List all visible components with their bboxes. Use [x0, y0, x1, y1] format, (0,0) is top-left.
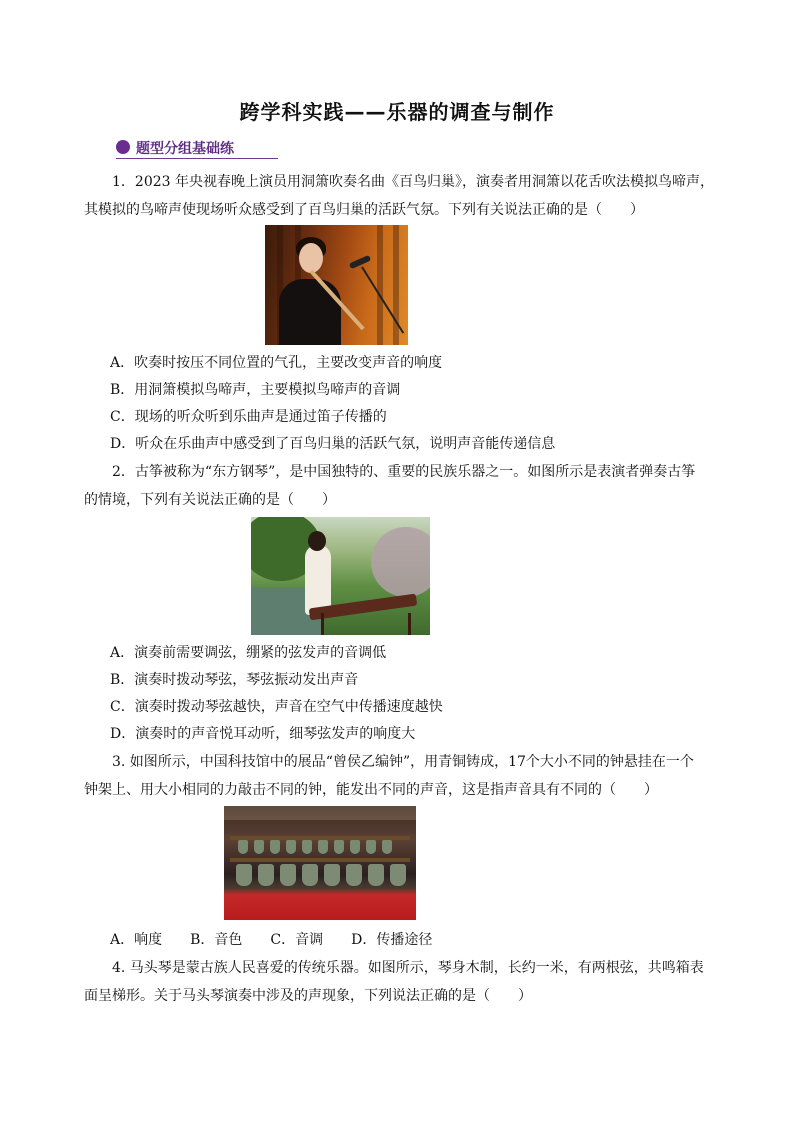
- question-1-option-c: C．现场的听众听到乐曲声是通过笛子传播的: [110, 409, 387, 425]
- question-1-option-b: B．用洞箫模拟鸟啼声，主要模拟鸟啼声的音调: [110, 382, 401, 398]
- question-3-line-1: 3. 如图所示，中国科技馆中的展品“曾侯乙编钟”，用青铜铸成，17个大小不同的钟悬挂在一个: [112, 754, 694, 770]
- bullet-dot-icon: [116, 140, 130, 154]
- bianzhong-bells-photo: [224, 806, 416, 920]
- question-2-line-1: 2．古筝被称为“东方钢琴”，是中国独特的、重要的民族乐器之一。如图所示是表演者弹奏古筝: [112, 464, 696, 480]
- question-1-line-2: 其模拟的鸟啼声使现场听众感受到了百鸟归巢的活跃气氛。下列有关说法正确的是（ ）: [84, 202, 644, 218]
- question-3-stem: [84, 748, 710, 804]
- question-1-stem: [84, 168, 714, 224]
- question-2-stem: [84, 458, 710, 514]
- section-header: [116, 138, 278, 159]
- question-1-option-d: D．听众在乐曲声中感受到了百鸟归巢的活跃气氛，说明声音能传递信息: [110, 436, 556, 452]
- guzheng-performer-photo: [251, 517, 430, 635]
- section-label: 题型分组基础练: [136, 141, 234, 157]
- page-title: 跨学科实践——乐器的调查与制作: [239, 100, 555, 124]
- question-1-line-1: 1．2023 年央视春晚上演员用洞箫吹奏名曲《百鸟归巢》，演奏者用洞箫以花舌吹法模拟鸟啼声，: [112, 174, 714, 190]
- question-4-line-1: 4. 马头琴是蒙古族人民喜爱的传统乐器。如图所示，琴身木制，长约一米，有两根弦，共鸣箱表: [112, 960, 704, 976]
- question-2-option-d: D．演奏时的声音悦耳动听，细琴弦发声的响度大: [110, 726, 416, 742]
- flute-performer-photo: [265, 225, 408, 345]
- question-1-option-a: A．吹奏时按压不同位置的气孔，主要改变声音的响度: [110, 355, 443, 371]
- question-4-stem: [84, 954, 710, 1010]
- question-2-option-a: A．演奏前需要调弦，绷紧的弦发声的音调低: [110, 645, 387, 661]
- question-3-options: A．响度 B．音色 C．音调 D．传播途径: [110, 932, 433, 948]
- question-2-line-2: 的情境，下列有关说法正确的是（ ）: [84, 492, 336, 508]
- question-4-line-2: 面呈梯形。关于马头琴演奏中涉及的声现象，下列说法正确的是（ ）: [84, 988, 532, 1004]
- question-2-option-c: C．演奏时拨动琴弦越快，声音在空气中传播速度越快: [110, 699, 443, 715]
- question-3-line-2: 钟架上、用大小相同的力敲击不同的钟，能发出不同的声音，这是指声音具有不同的（ ）: [84, 782, 658, 798]
- question-2-option-b: B．演奏时拨动琴弦，琴弦振动发出声音: [110, 672, 359, 688]
